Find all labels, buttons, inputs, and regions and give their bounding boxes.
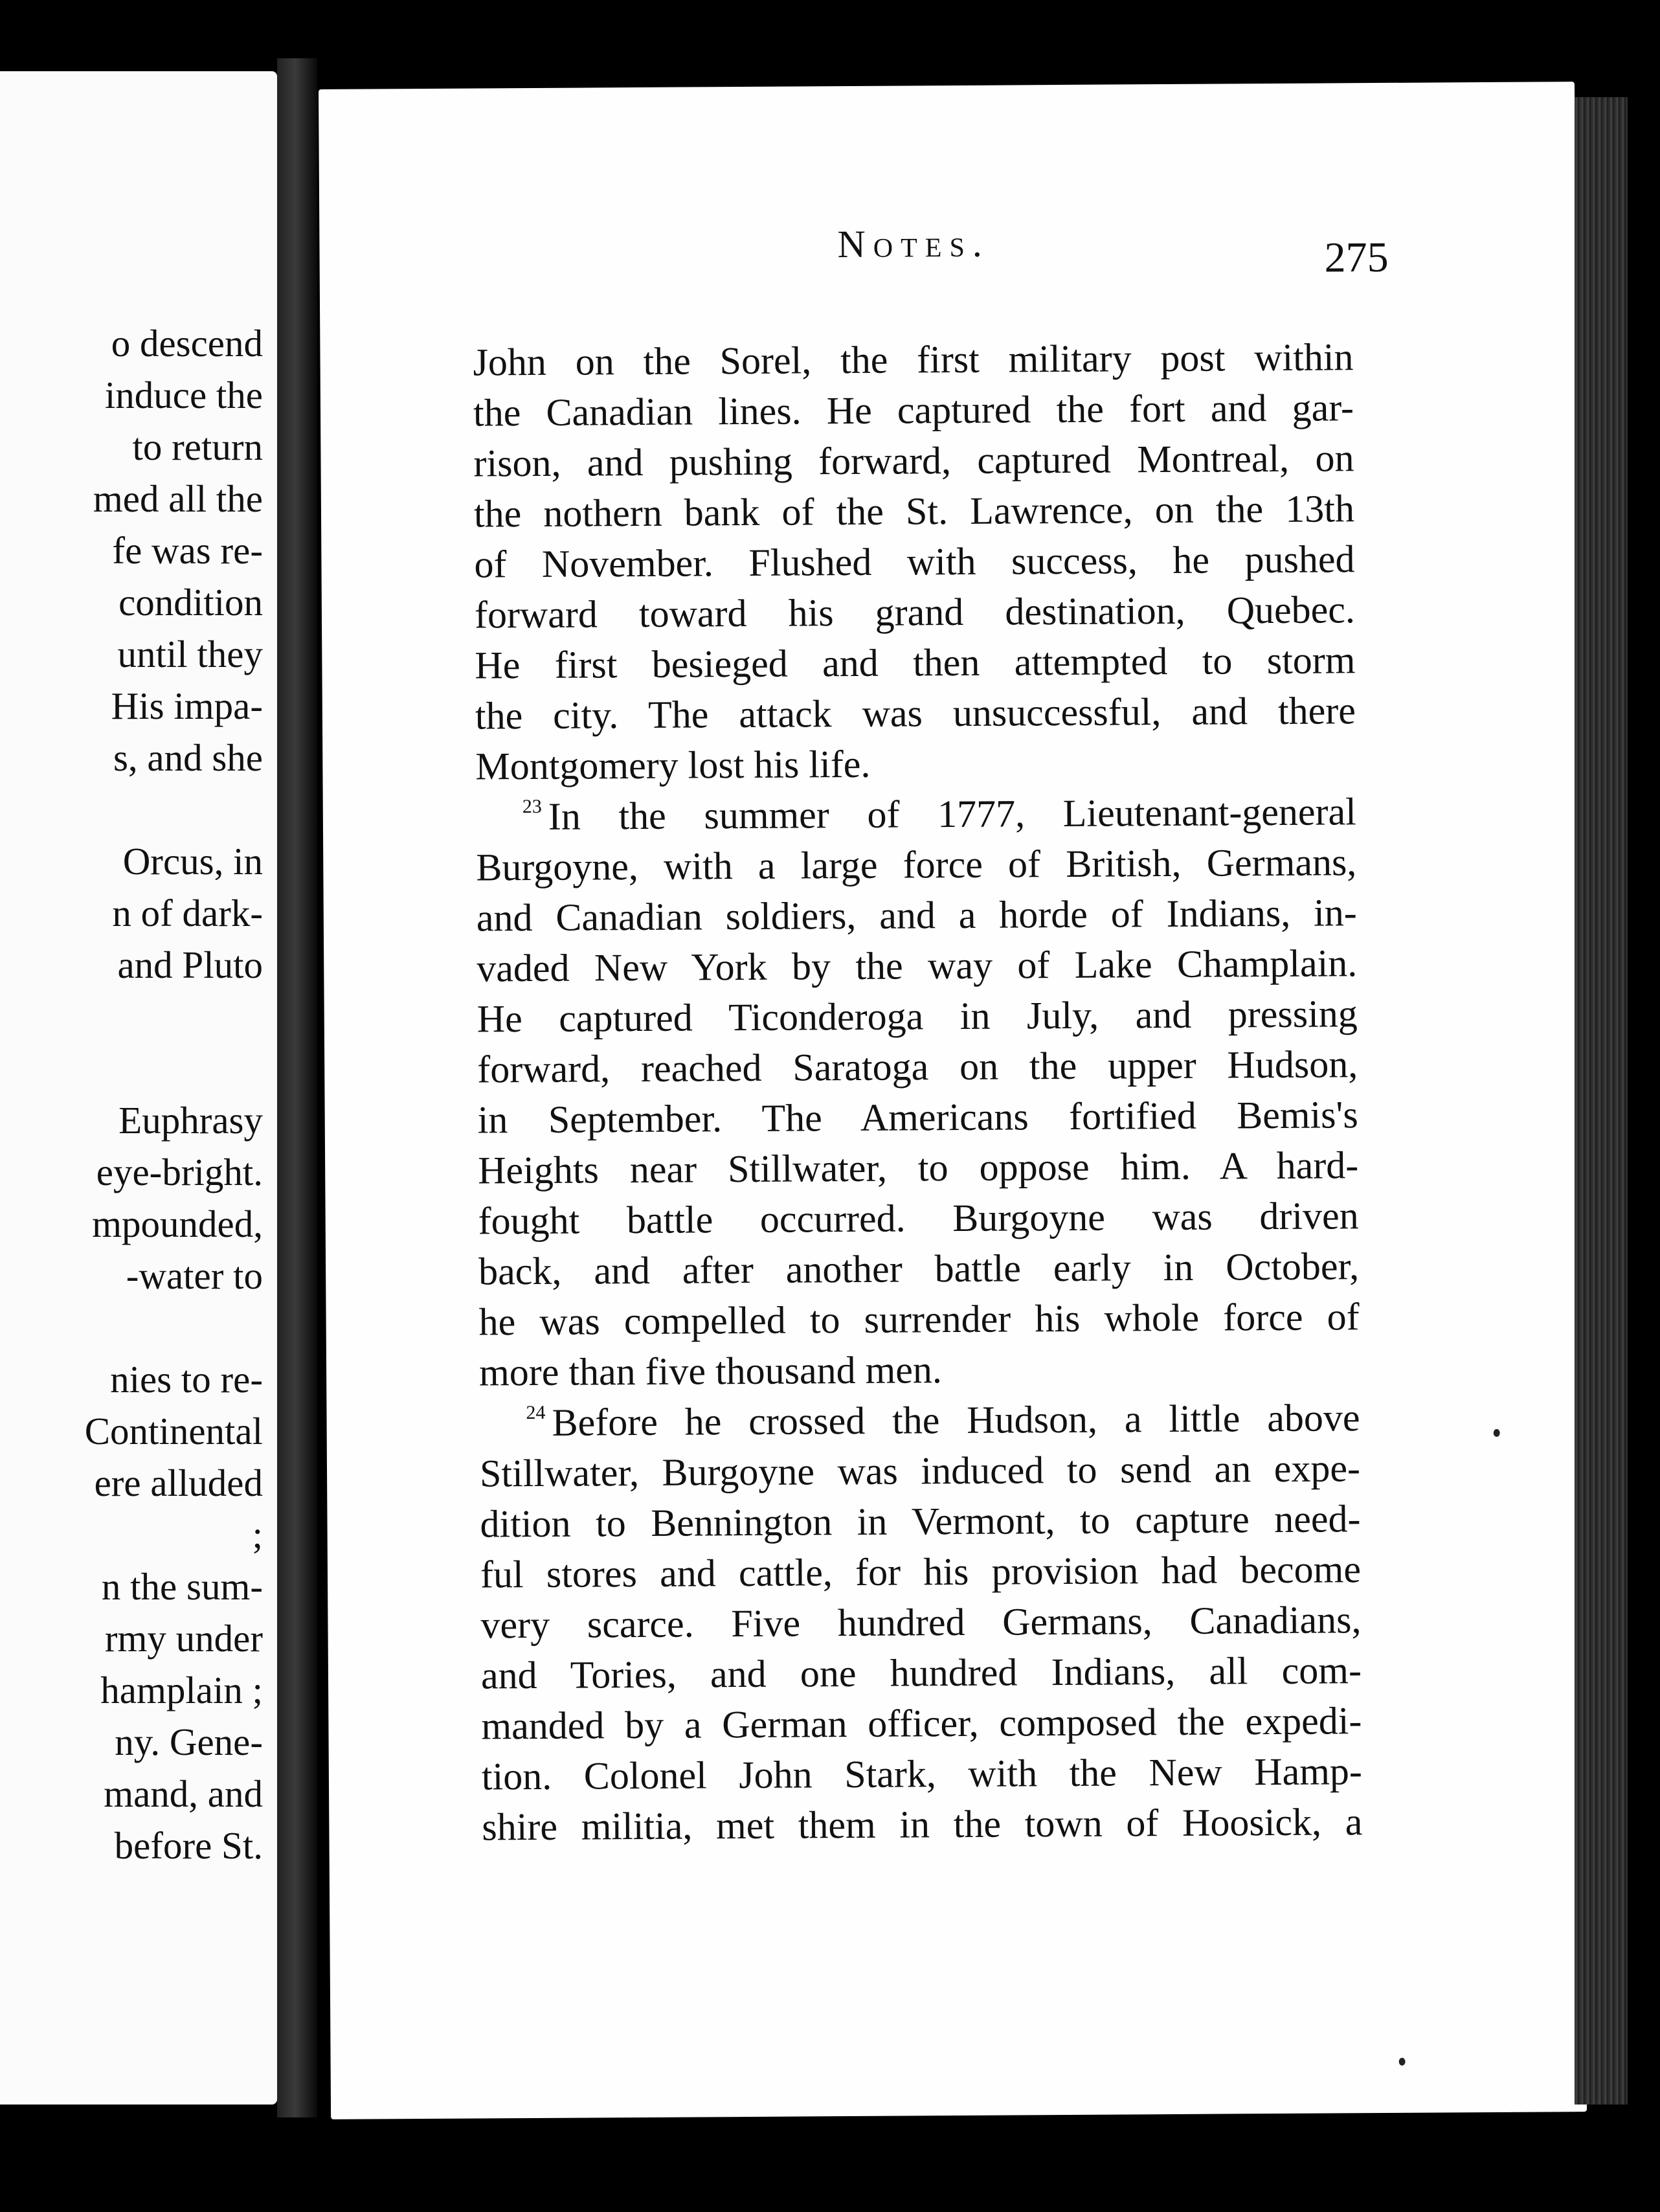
text-line: dition to Bennington in Vermont, to capture need- bbox=[480, 1497, 1361, 1546]
text-line: the Canadian lines. He captured the fort and gar- bbox=[473, 386, 1354, 435]
note-24-marker: 24 bbox=[526, 1401, 546, 1424]
text-line: tion. Colonel John Stark, with the New Hamp- bbox=[481, 1750, 1363, 1798]
note-23-marker: 23 bbox=[522, 795, 542, 818]
text-line: the city. The attack was unsuccessful, and there bbox=[475, 689, 1356, 738]
left-line: ere alluded bbox=[94, 1462, 263, 1504]
left-line: His impa- bbox=[111, 684, 263, 727]
text-line: back, and after another battle early in October, bbox=[478, 1245, 1360, 1293]
left-line: fe was re- bbox=[112, 529, 263, 572]
text-line: more than five thousand men. bbox=[478, 1348, 943, 1394]
left-line: rmy under bbox=[104, 1617, 263, 1660]
text-line: the nothern bank of the St. Lawrence, on the 13th bbox=[473, 487, 1355, 536]
left-line: hamplain ; bbox=[100, 1669, 263, 1711]
ink-speck bbox=[1494, 1429, 1500, 1437]
text-line: forward, reached Saratoga on the upper Hudson, bbox=[477, 1043, 1358, 1091]
left-line: -water to bbox=[126, 1254, 263, 1297]
text-line: Before he crossed the Hudson, a little above bbox=[552, 1396, 1360, 1444]
right-page bbox=[319, 82, 1587, 2119]
text-line: shire militia, met them in the town of Hoosick, a bbox=[482, 1800, 1363, 1849]
text-line: vaded New York by the way of Lake Champlain. bbox=[477, 942, 1358, 990]
text-line: forward toward his grand destination, Quebec. bbox=[474, 588, 1356, 637]
left-line: until they bbox=[117, 633, 263, 675]
ink-speck bbox=[1399, 2058, 1406, 2066]
left-line: Euphrasy bbox=[118, 1099, 263, 1142]
running-head: Notes. bbox=[837, 221, 991, 266]
page-edges bbox=[1575, 97, 1628, 2105]
left-line: eye-bright. bbox=[96, 1151, 263, 1193]
left-line: s, and she bbox=[113, 736, 263, 779]
left-line: n the sum- bbox=[101, 1565, 263, 1608]
text-line: Montgomery lost his life. bbox=[475, 742, 871, 788]
left-line: Orcus, in bbox=[122, 840, 263, 883]
text-line: fought battle occurred. Burgoyne was driven bbox=[478, 1194, 1359, 1243]
text-line: In the summer of 1777, Lieutenant-general bbox=[548, 790, 1357, 838]
left-line: ; bbox=[252, 1513, 263, 1556]
text-line: He first besieged and then attempted to storm bbox=[475, 638, 1356, 687]
text-line: He captured Ticonderoga in July, and pressing bbox=[477, 992, 1358, 1041]
text-line: John on the Sorel, the first military post within bbox=[473, 335, 1354, 384]
left-line: o descend bbox=[111, 322, 263, 365]
text-line: manded by a German officer, composed the expedi- bbox=[481, 1699, 1362, 1748]
left-line: to return bbox=[132, 425, 263, 468]
text-line: and Tories, and one hundred Indians, all com- bbox=[480, 1649, 1362, 1697]
book-gutter bbox=[277, 58, 317, 2117]
left-line: nies to re- bbox=[110, 1358, 263, 1401]
left-line: ny. Gene- bbox=[115, 1721, 263, 1763]
left-line: n of dark- bbox=[112, 892, 263, 934]
text-line: in September. The Americans fortified Bemis's bbox=[477, 1093, 1358, 1142]
text-line: he was compelled to surrender his whole force of bbox=[478, 1295, 1360, 1344]
text-line: of November. Flushed with success, he pushed bbox=[474, 537, 1355, 586]
note-24-first-line bbox=[479, 1392, 1360, 1448]
text-line: rison, and pushing forward, captured Montreal, on bbox=[473, 436, 1354, 485]
left-line: Continental bbox=[84, 1410, 263, 1452]
left-line: condition bbox=[118, 581, 263, 624]
left-line: induce the bbox=[104, 374, 263, 416]
text-line: Stillwater, Burgoyne was induced to send an expe- bbox=[479, 1447, 1361, 1495]
left-line: mand, and bbox=[104, 1772, 263, 1815]
page-number: 275 bbox=[1324, 233, 1389, 282]
note-23-first-line bbox=[476, 786, 1356, 842]
text-line: Burgoyne, with a large force of British, Germans, bbox=[476, 841, 1357, 889]
left-line: and Pluto bbox=[117, 943, 263, 986]
left-line: before St. bbox=[114, 1824, 263, 1867]
text-line: ful stores and cattle, for his provision had become bbox=[480, 1548, 1362, 1596]
left-page bbox=[0, 71, 277, 2105]
text-line: very scarce. Five hundred Germans, Canadians, bbox=[480, 1598, 1362, 1647]
text-line: Heights near Stillwater, to oppose him. A hard- bbox=[478, 1144, 1359, 1192]
left-line: mpounded, bbox=[92, 1202, 263, 1245]
text-line: and Canadian soldiers, and a horde of Indians, in- bbox=[476, 891, 1357, 940]
left-line: med all the bbox=[93, 477, 263, 520]
